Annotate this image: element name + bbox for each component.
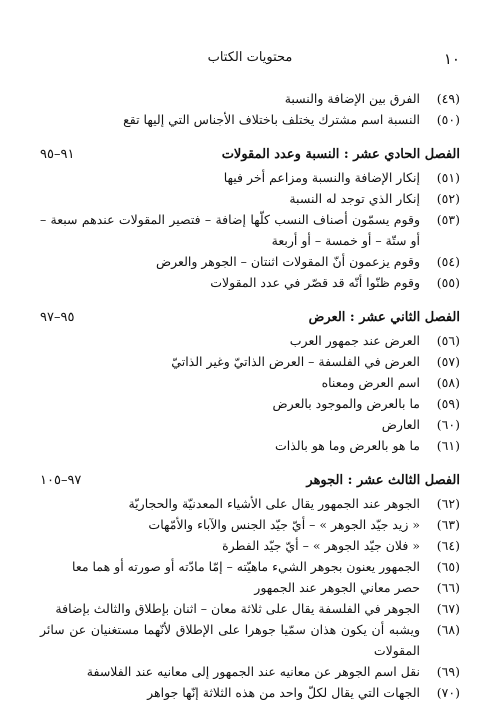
toc-entry (40, 598, 460, 619)
toc-entry (40, 109, 460, 130)
entry-number: (٦٠) (436, 417, 460, 432)
entry-number: (٥٩) (436, 396, 460, 411)
entry-text: وقوم يسمّون أصناف النسب كلّها إضافة – فتصير المقولات عندهم سبعة – أو ستّة – أو خمسة – أو أربعة (40, 212, 420, 248)
chapter-title: الفصل الحادي عشر : النسبة وعدد المقولات (221, 147, 460, 162)
toc-entry (40, 209, 460, 251)
entry-number: (٦١) (436, 438, 460, 453)
chapter-title: الفصل الثاني عشر : العرض (308, 310, 460, 325)
entry-number: (٦٢) (436, 496, 460, 511)
entry-number: (٦٤) (436, 538, 460, 553)
entry-text: اسم العرض ومعناه (321, 375, 420, 390)
entry-number: (٥٢) (436, 191, 460, 206)
entry-text: إنكار الإضافة والنسبة ومزاعم أخر فيها (223, 170, 420, 185)
entry-text: « زيد جيّد الجوهر » – أيّ جيّد الجنس والآباء والأمّهات (148, 517, 420, 532)
entry-number: (٧٠) (436, 685, 460, 700)
page-number: ١٠ (443, 50, 460, 68)
entry-text: نقل اسم الجوهر عن معانيه عند الجمهور إلى معانيه عند الفلاسفة (86, 664, 420, 679)
entry-text: ويشبه أن يكون هذان سمّيا جوهرا على الإطلاق لأنّهما مستغنيان عن سائر المقولات (40, 622, 420, 658)
chapter-heading (40, 470, 460, 491)
entry-number: (٦٥) (436, 559, 460, 574)
entry-number: (٥٨) (436, 375, 460, 390)
toc-entry (40, 514, 460, 535)
toc-entry (40, 556, 460, 577)
entry-text: « فلان جيّد الجوهر » – أيّ جيّد الفطرة (222, 538, 420, 553)
toc-entry (40, 435, 460, 456)
entry-text: الجوهر في الفلسفة يقال على ثلاثة معان – اثنان بإطلاق والثالث بإضافة (55, 601, 420, 616)
entry-number: (٥٦) (436, 333, 460, 348)
toc-entry (40, 493, 460, 514)
entry-number: (٥٥) (436, 275, 460, 290)
entry-text: وقوم ظنّوا أنّه قد قصّر في عدد المقولات (210, 275, 420, 290)
toc-entry (40, 272, 460, 293)
entry-number: (٥٧) (436, 354, 460, 369)
toc-entry (40, 251, 460, 272)
entry-number: (٦٣) (436, 517, 460, 532)
entry-text: النسبة اسم مشترك يختلف باختلاف الأجناس التي إليها تقع (123, 112, 420, 127)
entry-text: ما هو بالعرض وما هو بالذات (274, 438, 420, 453)
section-gap (40, 456, 460, 464)
toc-entry (40, 619, 460, 661)
chapter-heading (40, 307, 460, 328)
toc-entry (40, 88, 460, 109)
entry-text: العرض في الفلسفة – العرض الذاتيّ وغير الذاتيّ (171, 354, 420, 369)
toc-entry (40, 661, 460, 682)
entry-text: العرض عند جمهور العرب (289, 333, 420, 348)
entry-number: (٦٦) (436, 580, 460, 595)
toc-entry (40, 330, 460, 351)
toc-entry (40, 682, 460, 703)
section-gap (40, 293, 460, 301)
toc-entry (40, 414, 460, 435)
chapter-page-range: ٩١–٩٥ (40, 147, 75, 162)
section-gap (40, 130, 460, 138)
toc-entry (40, 351, 460, 372)
entry-number: (٥٠) (436, 112, 460, 127)
toc-entry (40, 393, 460, 414)
chapter-heading (40, 144, 460, 165)
entry-number: (٦٨) (436, 622, 460, 637)
entry-number: (٤٩) (436, 91, 460, 106)
entry-number: (٥٣) (436, 212, 460, 227)
table-of-contents (40, 88, 460, 703)
entry-text: الجوهر عند الجمهور يقال على الأشياء المعدنيّة والحجاريّة (128, 496, 420, 511)
entry-text: ما بالعرض والموجود بالعرض (272, 396, 420, 411)
entry-number: (٥١) (436, 170, 460, 185)
toc-entry (40, 372, 460, 393)
chapter-page-range: ٩٥–٩٧ (40, 310, 75, 325)
toc-entry (40, 535, 460, 556)
running-title: محتويات الكتاب (207, 50, 293, 65)
toc-entry (40, 167, 460, 188)
entry-text: الجهات التي يقال لكلّ واحد من هذه الثلاثة إنّها جواهر (147, 685, 420, 700)
chapter-page-range: ٩٧–١٠٥ (40, 473, 82, 488)
chapter-title: الفصل الثالث عشر : الجوهر (306, 473, 460, 488)
entry-number: (٦٧) (436, 601, 460, 616)
page-header (40, 50, 460, 72)
entry-text: الجمهور يعنون بجوهر الشيء ماهيّته – إمّا مادّته أو صورته أو هما معا (72, 559, 420, 574)
toc-entry (40, 188, 460, 209)
entry-text: وقوم يزعمون أنّ المقولات اثنتان – الجوهر والعرض (156, 254, 420, 269)
entry-text: حصر معاني الجوهر عند الجمهور (254, 580, 420, 595)
entry-text: العارض (381, 417, 420, 432)
toc-entry (40, 577, 460, 598)
entry-text: الفرق بين الإضافة والنسبة (284, 91, 420, 106)
entry-text: إنكار الذي توجد له النسبة (289, 191, 420, 206)
entry-number: (٦٩) (436, 664, 460, 679)
entry-number: (٥٤) (436, 254, 460, 269)
